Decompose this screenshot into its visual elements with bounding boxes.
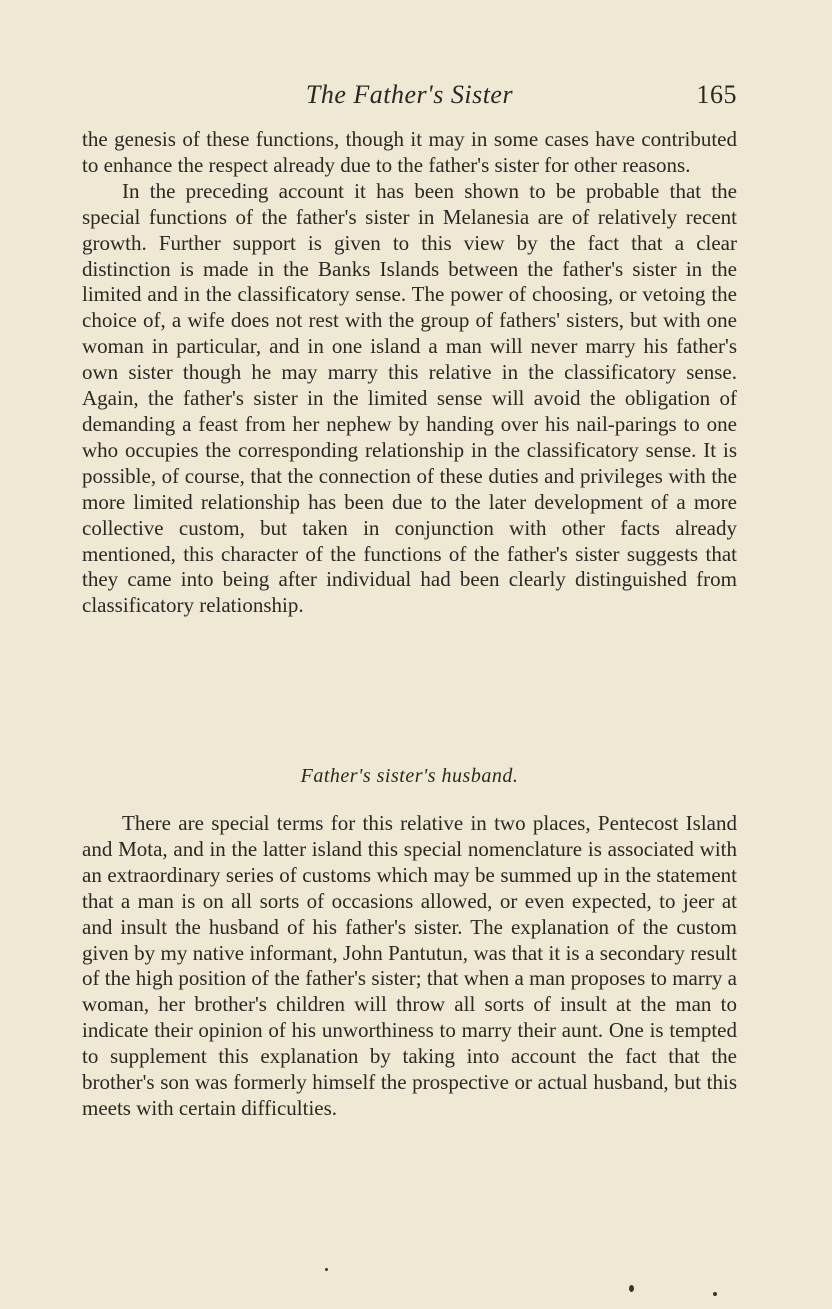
print-speck: [325, 1268, 328, 1271]
paragraph: the genesis of these functions, though it may in some cases have contributed to enhance the respect already due to the father's sister for other reasons.: [82, 127, 737, 177]
body-text: [82, 127, 737, 619]
running-head: [82, 80, 737, 120]
paragraph: There are special terms for this relative in two places, Pentecost Island and Mota, and in the latter island this special nomenclature is associated with an extraordinary series of customs which may be summed up in the statement that a man is on all sorts of occasions allowed, or even expected, to jeer at and insult the husband of his father's sister. The explanation of the custom given by my native informant, John Pantutun, was that it is a secondary result of the high position of the father's sister; that when a man proposes to marry a woman, her brother's children will throw all sorts of insult at the man to indicate their opinion of his unworthiness to marry their aunt. One is tempted to supplement this explanation by taking into account the fact that the brother's son was formerly himself the prospective or actual husband, but this meets with certain difficulties.: [82, 811, 737, 1120]
section-text: [82, 811, 737, 1122]
section-heading: Father's sister's husband.: [300, 765, 519, 787]
running-title: The Father's Sister: [305, 80, 514, 109]
paragraph: In the preceding account it has been shown to be probable that the special functions of the father's sister in Melanesia are of relatively recent growth. Further support is given to this view by the fact that a clear distinction is made in the Banks Islands between the father's sister in the limited and in the classificatory sense. The power of choosing, or vetoing the choice of, a wife does not rest with the group of fathers' sisters, but with one woman in particular, and in one island a man will never marry his father's own sister though he may marry this relative in the classificatory sense. Again, the father's sister in the limited sense will avoid the obligation of demanding a feast from her nephew by handing over his nail-parings to one who occupies the corresponding relationship in the classificatory sense. It is possible, of course, that the connection of these duties and privileges with the more limited relationship has been due to the later development of a more collective custom, but taken in conjunction with other facts already mentioned, this character of the functions of the father's sister suggests that they came into being after individual had been clearly distinguished from classificatory relationship.: [82, 178, 737, 618]
print-speck: [713, 1292, 717, 1296]
print-speck: [629, 1285, 634, 1292]
page-number: 165: [696, 80, 737, 109]
